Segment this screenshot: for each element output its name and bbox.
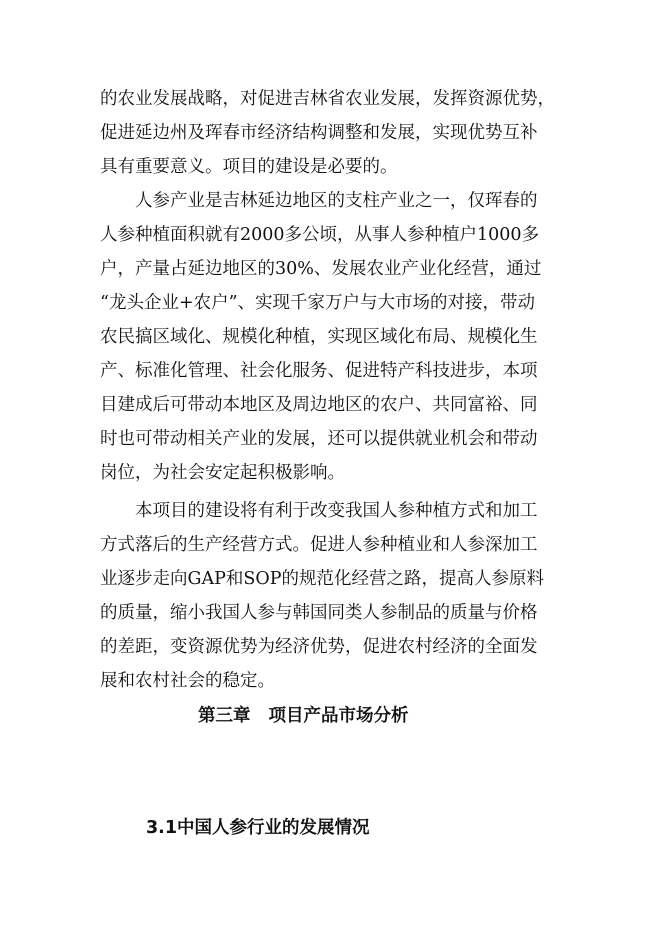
paragraph-line: “龙头企业+农户”、实现千家万户与大市场的对接，带动: [100, 293, 536, 313]
section-heading: 3.1中国人参行业的发展情况: [146, 818, 370, 838]
paragraph-line: 具有重要意义。项目的建设是必要的。: [100, 157, 398, 177]
paragraph-line: 时也可带动相关产业的发展，还可以提供就业机会和带动: [100, 429, 538, 449]
chapter-title: 项目产品市场分析: [268, 706, 409, 726]
paragraph-line: 促进延边州及珲春市经济结构调整和发展，实现优势互补: [100, 123, 538, 143]
paragraph-line: 人参种植面积就有2000多公顷，从事人参种植户1000多: [100, 225, 540, 245]
paragraph-line: 人参产业是吉林延边地区的支柱产业之一，仅珲春的: [100, 191, 538, 211]
paragraph-line: 业逐步走向GAP和SOP的规范化经营之路，提高人参原料: [100, 569, 545, 589]
paragraph-line: 岗位，为社会安定起积极影响。: [100, 463, 345, 483]
paragraph-line: 户，产量占延边地区的30%、发展农业产业化经营，通过: [100, 259, 542, 279]
paragraph-line: 本项目的建设将有利于改变我国人参种植方式和加工: [100, 501, 538, 521]
paragraph-line: 产、标准化管理、社会化服务、促进特产科技进步，本项: [100, 361, 538, 381]
paragraph-line: 目建成后可带动本地区及周边地区的农户、共同富裕、同: [100, 395, 538, 415]
paragraph-line: 展和农村社会的稳定。: [100, 671, 275, 691]
chapter-number: 第三章: [198, 706, 251, 726]
paragraph-line: 方式落后的生产经营方式。促进人参种植业和人参深加工: [100, 535, 538, 555]
paragraph-line: 的质量，缩小我国人参与韩国同类人参制品的质量与价格: [100, 603, 538, 623]
paragraph-line: 的差距，变资源优势为经济优势，促进农村经济的全面发: [100, 637, 538, 657]
paragraph-line: 农民搞区域化、规模化种植，实现区域化布局、规模化生: [100, 327, 538, 347]
chapter-heading: [198, 704, 409, 728]
paragraph-line: 的农业发展战略，对促进吉林省农业发展，发挥资源优势，: [100, 89, 555, 109]
